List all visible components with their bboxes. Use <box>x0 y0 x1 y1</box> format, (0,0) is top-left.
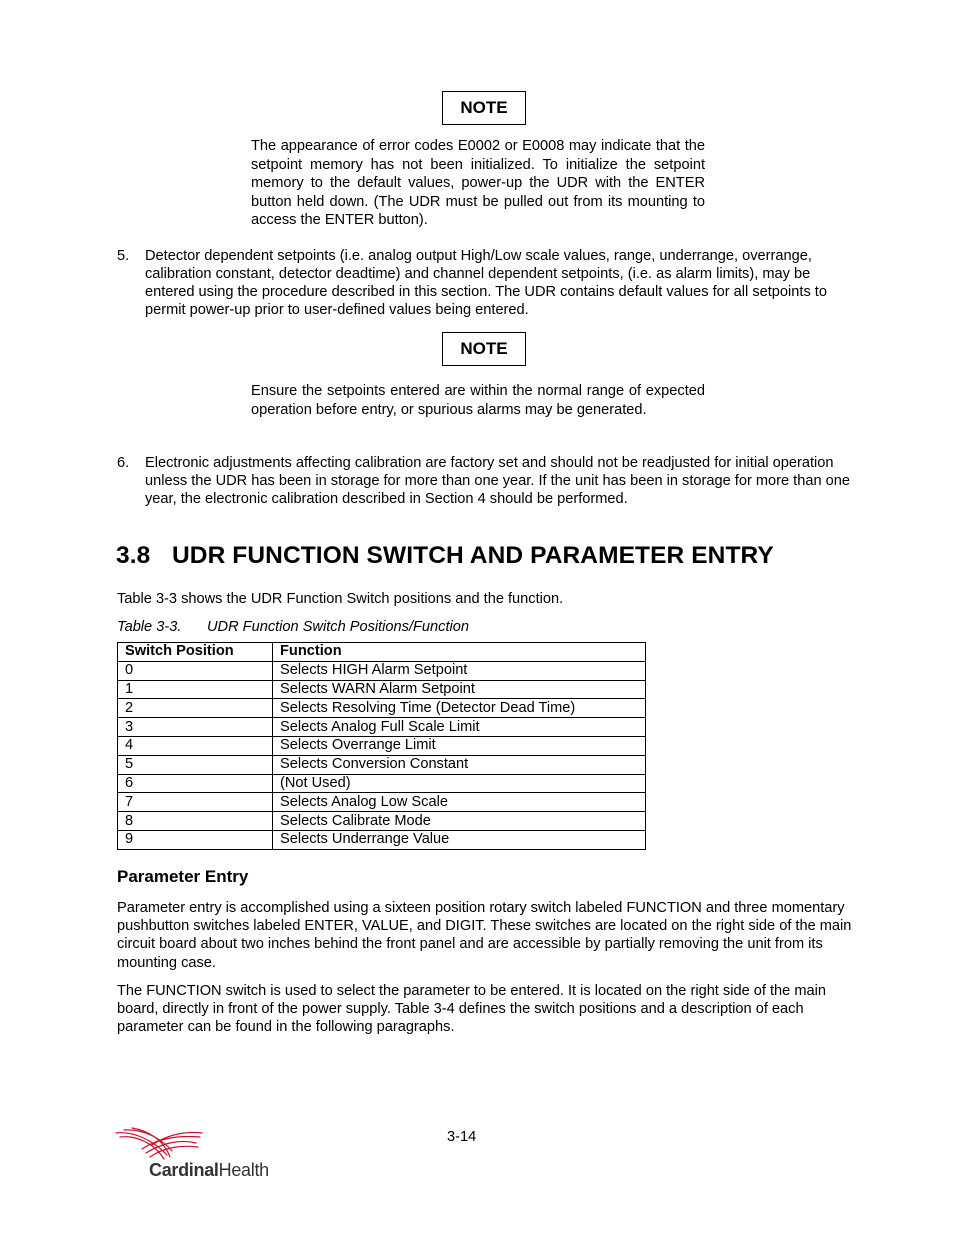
function-cell: Selects Analog Full Scale Limit <box>273 718 646 737</box>
list-item-number: 6. <box>117 455 130 471</box>
switch-position-cell: 8 <box>118 812 273 831</box>
function-cell: Selects Overrange Limit <box>273 736 646 755</box>
table-row <box>118 755 646 774</box>
column-header: Switch Position <box>118 643 273 662</box>
function-cell: Selects Calibrate Mode <box>273 812 646 831</box>
switch-position-cell: 6 <box>118 774 273 793</box>
list-item <box>117 247 852 319</box>
list-item <box>117 454 852 508</box>
switch-position-cell: 9 <box>118 830 273 849</box>
table-row <box>118 680 646 699</box>
note-text: The appearance of error codes E0002 or E0008 may indicate that the setpoint memory has not been initialized. To initialize the setpoint memory to the default values, power-up the UDR with the ENTER button held down. (The UDR must be pulled out from its mounting to access the ENTER button). <box>251 138 705 229</box>
function-cell: (Not Used) <box>273 774 646 793</box>
function-cell: Selects Analog Low Scale <box>273 793 646 812</box>
table-row <box>118 774 646 793</box>
function-cell: Selects WARN Alarm Setpoint <box>273 680 646 699</box>
function-cell: Selects Conversion Constant <box>273 755 646 774</box>
switch-position-cell: 2 <box>118 699 273 718</box>
function-cell: Selects Resolving Time (Detector Dead Time) <box>273 699 646 718</box>
paragraph: The FUNCTION switch is used to select the parameter to be entered. It is located on the right side of the main board, directly in front of the power supply. Table 3-4 defines the switch positions and a description of each parameter can be found in the following paragraphs. <box>117 983 826 1036</box>
paragraph: Parameter entry is accomplished using a sixteen position rotary switch labeled FUNCTION and three momentary pushbutton switches labeled ENTER, VALUE, and DIGIT. These switches are located on the right side of the main circuit board about two inches behind the front panel and are accessible by partially removing the unit from its mounting case. <box>117 900 852 971</box>
list-item-text: Electronic adjustments affecting calibration are factory set and should not be readjusted for initial operation unless the UDR has been in storage for more than one year. If the unit has been in storage for more than one year, the electronic calibration described in Section 4 should be performed. <box>145 455 850 507</box>
table-caption-title: UDR Function Switch Positions/Function <box>207 619 469 635</box>
table-caption-number: Table 3-3. <box>117 619 182 635</box>
section-intro: Table 3-3 shows the UDR Function Switch positions and the function. <box>117 591 564 607</box>
function-switch-table <box>117 642 646 850</box>
table-row <box>118 661 646 680</box>
list-item-number: 5. <box>117 248 130 264</box>
section-heading <box>116 542 774 570</box>
table-caption <box>117 619 469 635</box>
table-header-row <box>118 643 646 662</box>
note-label: NOTE <box>442 91 526 125</box>
column-header: Function <box>273 643 646 662</box>
switch-position-cell: 3 <box>118 718 273 737</box>
section-title: UDR FUNCTION SWITCH AND PARAMETER ENTRY <box>172 542 774 569</box>
table-row <box>118 718 646 737</box>
switch-position-cell: 1 <box>118 680 273 699</box>
logo-wordmark: CardinalHealth <box>149 1160 269 1180</box>
section-number: 3.8 <box>116 542 151 569</box>
switch-position-cell: 0 <box>118 661 273 680</box>
switch-position-cell: 4 <box>118 736 273 755</box>
page-number: 3-14 <box>447 1129 477 1145</box>
switch-position-cell: 7 <box>118 793 273 812</box>
table-row <box>118 793 646 812</box>
table-row <box>118 830 646 849</box>
table-row <box>118 699 646 718</box>
table-row <box>118 812 646 831</box>
note-text: Ensure the setpoints entered are within the normal range of expected operation before entry, or spurious alarms may be generated. <box>251 383 705 418</box>
function-cell: Selects Underrange Value <box>273 830 646 849</box>
subsection-heading: Parameter Entry <box>117 867 249 886</box>
list-item-text: Detector dependent setpoints (i.e. analog output High/Low scale values, range, underrange, overrange, calibration constant, detector deadtime) and channel dependent setpoints, (i.e. as alarm limits), may be entered using the procedure described in this section. The UDR contains default values for all setpoints to permit power-up prior to user-defined values being entered. <box>145 248 827 318</box>
function-cell: Selects HIGH Alarm Setpoint <box>273 661 646 680</box>
table-row <box>118 736 646 755</box>
switch-position-cell: 5 <box>118 755 273 774</box>
note-label: NOTE <box>442 332 526 366</box>
